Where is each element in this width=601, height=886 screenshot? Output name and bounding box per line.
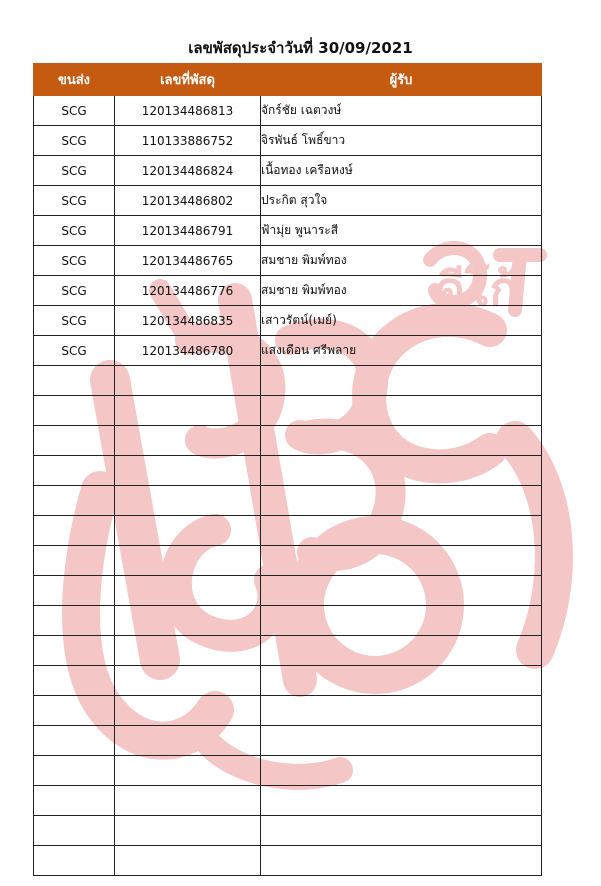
column-header-recipient: ผู้รับ <box>261 64 542 96</box>
table-row <box>34 396 542 426</box>
tracking-number-cell <box>115 666 261 696</box>
recipient-cell: แสงเดือน ศรีพลาย <box>261 336 542 366</box>
table-row <box>34 306 542 336</box>
table-row <box>34 276 542 306</box>
recipient-cell <box>261 366 542 396</box>
recipient-cell <box>261 726 542 756</box>
carrier-cell <box>34 456 115 486</box>
recipient-cell <box>261 816 542 846</box>
carrier-cell: SCG <box>34 276 115 306</box>
recipient-cell <box>261 666 542 696</box>
carrier-cell <box>34 426 115 456</box>
tracking-number-cell <box>115 696 261 726</box>
tracking-number-cell <box>115 726 261 756</box>
carrier-cell <box>34 366 115 396</box>
recipient-cell: เสาวรัตน์(เมย์) <box>261 306 542 336</box>
carrier-cell <box>34 576 115 606</box>
table-row <box>34 156 542 186</box>
recipient-cell <box>261 546 542 576</box>
carrier-cell <box>34 756 115 786</box>
table-row <box>34 666 542 696</box>
tracking-number-cell <box>115 396 261 426</box>
table-row <box>34 486 542 516</box>
carrier-cell <box>34 636 115 666</box>
table-row <box>34 516 542 546</box>
carrier-cell <box>34 546 115 576</box>
tracking-number-cell: 120134486813 <box>115 96 261 126</box>
tracking-number-cell <box>115 486 261 516</box>
carrier-cell <box>34 846 115 876</box>
carrier-cell <box>34 516 115 546</box>
tracking-number-cell <box>115 816 261 846</box>
recipient-cell <box>261 606 542 636</box>
recipient-cell: ฟ้ามุ่ย พูนาระสี <box>261 216 542 246</box>
tracking-number-cell <box>115 546 261 576</box>
tracking-number-cell <box>115 456 261 486</box>
tracking-number-cell <box>115 786 261 816</box>
tracking-number-cell <box>115 426 261 456</box>
carrier-cell <box>34 396 115 426</box>
table-row <box>34 216 542 246</box>
tracking-number-cell: 120134486791 <box>115 216 261 246</box>
watermark-text: ดีโก้ <box>435 262 518 316</box>
recipient-cell <box>261 516 542 546</box>
table-row <box>34 786 542 816</box>
table-row <box>34 246 542 276</box>
tracking-number-cell: 120134486765 <box>115 246 261 276</box>
carrier-cell: SCG <box>34 336 115 366</box>
tracking-number-cell <box>115 576 261 606</box>
tracking-number-cell: 120134486824 <box>115 156 261 186</box>
carrier-cell: SCG <box>34 306 115 336</box>
recipient-cell <box>261 756 542 786</box>
tracking-number-cell: 120134486802 <box>115 186 261 216</box>
table-row <box>34 636 542 666</box>
table-row <box>34 816 542 846</box>
recipient-cell <box>261 636 542 666</box>
carrier-cell <box>34 606 115 636</box>
carrier-cell: SCG <box>34 126 115 156</box>
recipient-cell <box>261 846 542 876</box>
column-header-tracking: เลขที่พัสดุ <box>115 64 261 96</box>
recipient-cell <box>261 396 542 426</box>
tracking-number-cell: 110133886752 <box>115 126 261 156</box>
tracking-number-cell <box>115 606 261 636</box>
column-header-carrier: ขนส่ง <box>34 64 115 96</box>
carrier-cell <box>34 726 115 756</box>
recipient-cell <box>261 696 542 726</box>
tracking-number-cell <box>115 756 261 786</box>
table-row <box>34 126 542 156</box>
recipient-cell <box>261 426 542 456</box>
table-row <box>34 756 542 786</box>
tracking-number-cell: 120134486780 <box>115 336 261 366</box>
tracking-number-cell <box>115 846 261 876</box>
carrier-cell: SCG <box>34 186 115 216</box>
carrier-cell <box>34 666 115 696</box>
table-row <box>34 336 542 366</box>
tracking-number-cell <box>115 636 261 666</box>
tracking-number-cell: 120134486835 <box>115 306 261 336</box>
recipient-cell <box>261 486 542 516</box>
table-row <box>34 426 542 456</box>
recipient-cell: จิรพันธ์ โพธิ์ขาว <box>261 126 542 156</box>
table-header-row <box>34 64 542 96</box>
table-row <box>34 606 542 636</box>
table-row <box>34 546 542 576</box>
parcel-table <box>33 63 542 876</box>
table-row <box>34 96 542 126</box>
recipient-cell <box>261 576 542 606</box>
carrier-cell: SCG <box>34 216 115 246</box>
recipient-cell: สมชาย พิมพ์ทอง <box>261 276 542 306</box>
table-body <box>34 96 542 876</box>
tracking-number-cell <box>115 366 261 396</box>
table-row <box>34 726 542 756</box>
carrier-cell <box>34 696 115 726</box>
recipient-cell: เนื้อทอง เครือหงษ์ <box>261 156 542 186</box>
table-row <box>34 366 542 396</box>
carrier-cell <box>34 486 115 516</box>
recipient-cell: สมชาย พิมพ์ทอง <box>261 246 542 276</box>
carrier-cell <box>34 786 115 816</box>
recipient-cell <box>261 456 542 486</box>
table-row <box>34 456 542 486</box>
carrier-cell: SCG <box>34 156 115 186</box>
tracking-number-cell <box>115 516 261 546</box>
recipient-cell: จักร์ชัย เฉตวงษ์ <box>261 96 542 126</box>
recipient-cell: ประกิต สุวใจ <box>261 186 542 216</box>
page-title: เลขพัสดุประจำวันที่ 30/09/2021 <box>188 39 413 57</box>
recipient-cell <box>261 786 542 816</box>
carrier-cell <box>34 816 115 846</box>
table-row <box>34 186 542 216</box>
table-row <box>34 846 542 876</box>
table-row <box>34 576 542 606</box>
table-row <box>34 696 542 726</box>
tracking-number-cell: 120134486776 <box>115 276 261 306</box>
carrier-cell: SCG <box>34 246 115 276</box>
carrier-cell: SCG <box>34 96 115 126</box>
